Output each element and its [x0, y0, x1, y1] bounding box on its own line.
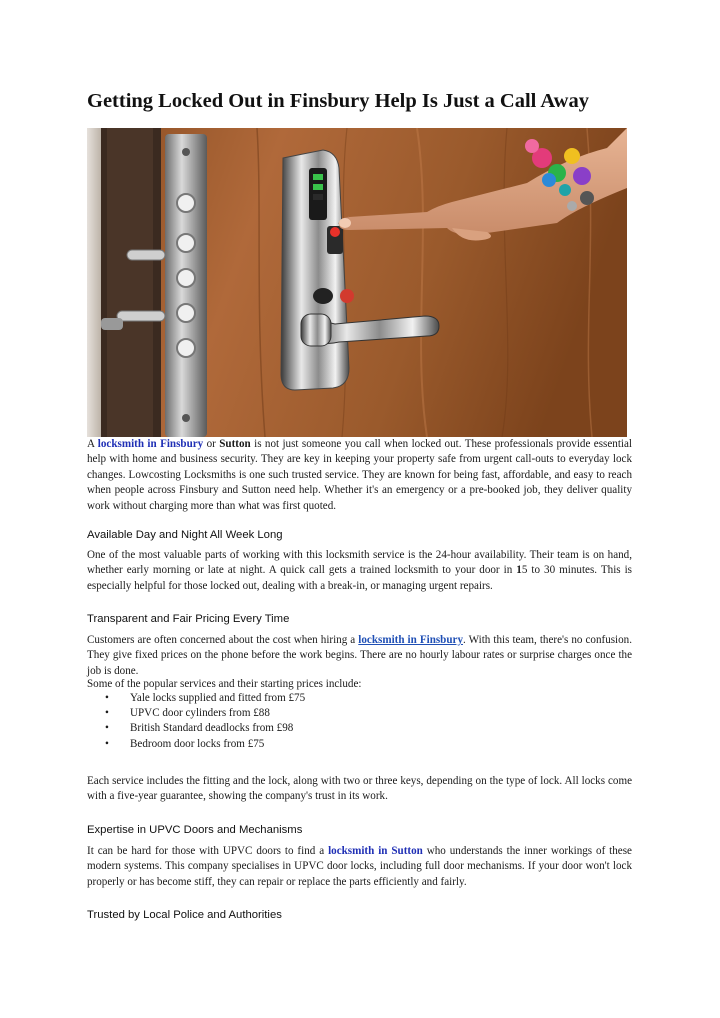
availability-paragraph: [87, 548, 632, 594]
price-list: [87, 691, 305, 752]
bullet-icon: •: [105, 737, 109, 750]
bold-number: 1: [516, 564, 522, 577]
list-item: [87, 691, 305, 706]
lock-photo-icon: [87, 128, 627, 437]
upvc-paragraph: [87, 844, 632, 890]
list-item-text: UPVC door cylinders from £88: [130, 707, 270, 720]
bullet-icon: •: [105, 692, 109, 704]
pricing-intro-line: Some of the popular services and their starting prices include:: [87, 678, 362, 690]
link-locksmith-finsbury-2[interactable]: locksmith in Finsbury: [358, 634, 463, 646]
list-item-text: Bedroom door locks from £75: [130, 737, 265, 750]
bold-sutton: Sutton: [219, 438, 251, 450]
text-run: A: [87, 438, 98, 450]
text-run: One of the most valuable parts of working with this locksmith service is the 24-hour availability. Their team is on hand, whether early morning or late at night. A quick call gets a trained locksmith to your door in: [87, 549, 632, 577]
text-run: who understands the inner workings of these modern systems. This company specialises in UPVC door locks, including full door mechanisms. If your door won't lock properly or has become stiff, they can repair or replace the parts efficiently and fairly.: [87, 845, 632, 888]
section-heading-upvc: Expertise in UPVC Doors and Mechanisms: [87, 824, 303, 836]
text-run: 5 to 30 minutes. This is especially helpful for those locked out, dealing with a break-in, or managing urgent repairs.: [87, 564, 633, 592]
guarantee-paragraph: Each service includes the fitting and the lock, along with two or three keys, depending on the type of lock. All locks come with a five-year guarantee, showing the company's trust in its work.: [87, 775, 632, 803]
bullet-icon: •: [105, 722, 109, 735]
list-item-text: Yale locks supplied and fitted from £75: [130, 692, 306, 704]
link-locksmith-finsbury[interactable]: locksmith in Finsbury: [97, 438, 204, 450]
page-title: Getting Locked Out in Finsbury Help Is Just a Call Away: [87, 90, 589, 112]
intro-paragraph: [87, 437, 632, 514]
pricing-paragraph: [87, 633, 632, 679]
bullet-icon: •: [105, 707, 109, 720]
list-item-text: British Standard deadlocks from £98: [130, 722, 294, 735]
text-run: is not just someone you call when locked out. These professionals provide essential help with home and business security. They are key in keeping your property safe from urgent call-outs to everyday lock changes. Lowcosting Locksmiths is one such trusted service. They are known for being fast, affordable, and easy to reach when people across Finsbury and Sutton need help. Whether it's an emergency or a pre-booked job, they deliver quality work without charging more than what was first quoted.: [87, 438, 632, 512]
section-heading-pricing: Transparent and Fair Pricing Every Time: [87, 613, 290, 625]
text-run: Customers are often concerned about the cost when hiring a: [87, 634, 359, 646]
text-run: It can be hard for those with UPVC doors to find a: [87, 845, 329, 857]
text-run: or: [203, 438, 220, 450]
section-heading-trusted: Trusted by Local Police and Authorities: [87, 909, 282, 921]
hero-image: [87, 128, 627, 437]
section-heading-availability: Available Day and Night All Week Long: [87, 529, 283, 541]
list-item: [87, 721, 305, 736]
text-run: . With this team, there's no confusion. They give fixed prices on the phone before the work begins. There are no hourly labour rates or surprise charges once the job is done.: [87, 634, 633, 677]
link-locksmith-sutton[interactable]: locksmith in Sutton: [328, 845, 423, 857]
list-item: [87, 737, 305, 752]
list-item: [87, 706, 305, 721]
